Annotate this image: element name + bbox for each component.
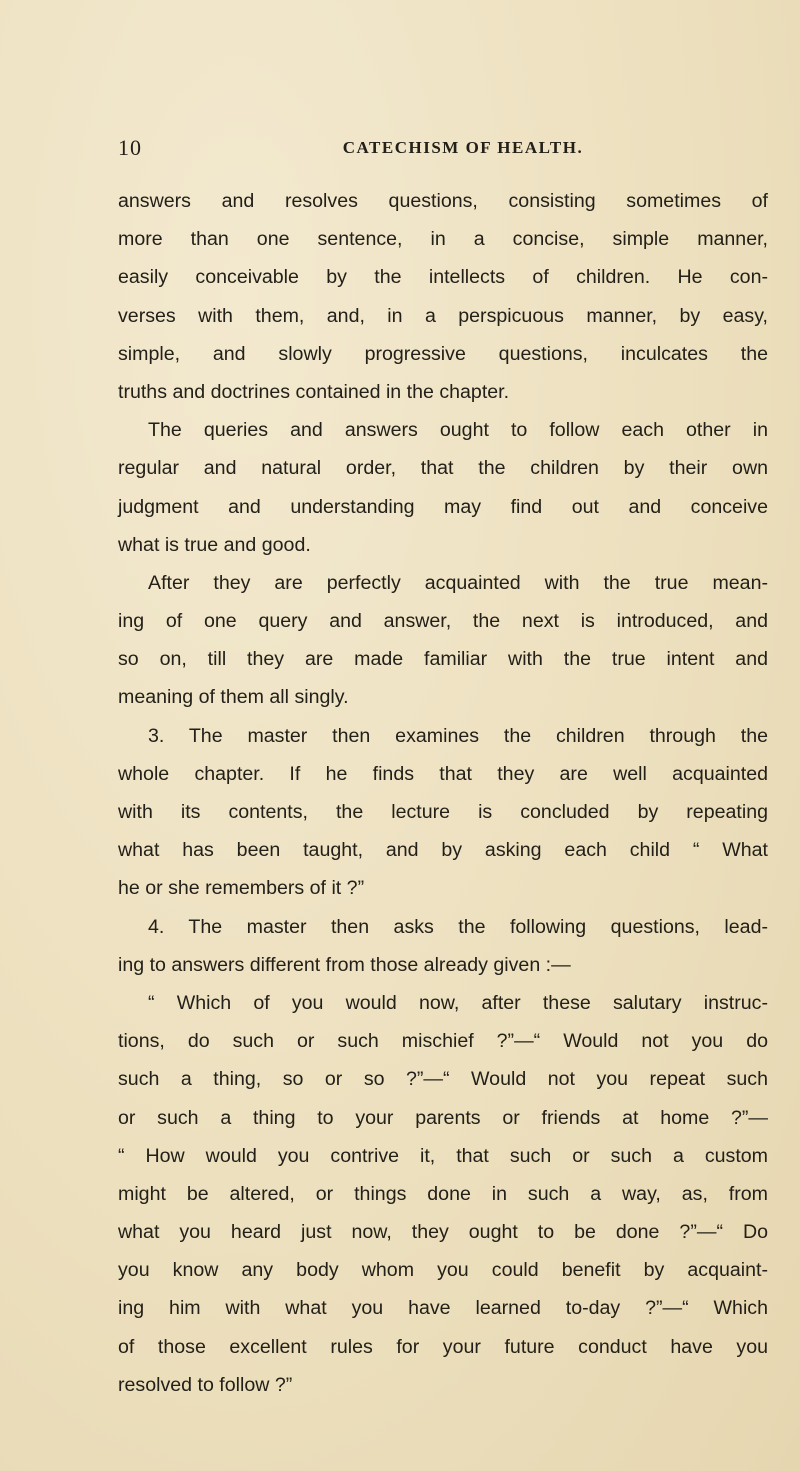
running-head: CATECHISM OF HEALTH. — [342, 138, 584, 157]
text-line: or such a thing to your parents or friends at home ?”— — [118, 1106, 768, 1129]
text-line: what you heard just now, they ought to be done ?”—“ Do — [118, 1221, 768, 1244]
text-line: he or she remembers of it ?” — [118, 877, 365, 900]
text-line: regular and natural order, that the children by their own — [118, 457, 768, 480]
text-line: so on, till they are made familiar with the true intent and — [118, 648, 768, 671]
text-line: might be altered, or things done in such a way, as, from — [118, 1182, 768, 1205]
text-line: 4. The master then asks the following questions, lead- — [148, 915, 768, 938]
text-line: whole chapter. If he finds that they are well acquainted — [118, 762, 768, 785]
text-line: resolved to follow ?” — [118, 1373, 293, 1396]
text-line: easily conceivable by the intellects of children. He con- — [118, 266, 768, 289]
text-line: of those excellent rules for your future conduct have you — [118, 1335, 768, 1358]
text-line: what has been taught, and by asking each child “ What — [118, 839, 768, 862]
page-header — [118, 135, 778, 165]
text-line: meaning of them all singly. — [118, 686, 349, 709]
body-text — [118, 182, 768, 1404]
page-number: 10 — [118, 135, 142, 160]
text-line: After they are perfectly acquainted with the true mean- — [148, 571, 768, 594]
text-line: The queries and answers ought to follow each other in — [148, 419, 768, 442]
text-line: judgment and understanding may find out and conceive — [118, 495, 768, 518]
text-line: simple, and slowly progressive questions, inculcates the — [118, 342, 768, 365]
text-line: ing him with what you have learned to-day ?”—“ Which — [118, 1297, 768, 1320]
text-line: more than one sentence, in a concise, simple manner, — [118, 228, 768, 251]
text-line: “ Which of you would now, after these salutary instruc- — [148, 991, 768, 1014]
text-line: what is true and good. — [118, 533, 311, 556]
text-line: 3. The master then examines the children through the — [148, 724, 768, 747]
text-line: answers and resolves questions, consisting sometimes of — [118, 190, 768, 212]
text-line: you know any body whom you could benefit by acquaint- — [118, 1259, 768, 1282]
text-line: tions, do such or such mischief ?”—“ Would not you do — [118, 1030, 768, 1053]
text-line: ing to answers different from those already given :— — [118, 953, 571, 976]
text-line: “ How would you contrive it, that such or such a custom — [118, 1144, 768, 1167]
text-line: such a thing, so or so ?”—“ Would not you repeat such — [118, 1068, 768, 1091]
text-line: truths and doctrines contained in the chapter. — [118, 380, 510, 403]
text-line: with its contents, the lecture is concluded by repeating — [118, 801, 768, 823]
text-line: ing of one query and answer, the next is introduced, and — [118, 610, 768, 633]
text-line: verses with them, and, in a perspicuous manner, by easy, — [118, 304, 768, 327]
